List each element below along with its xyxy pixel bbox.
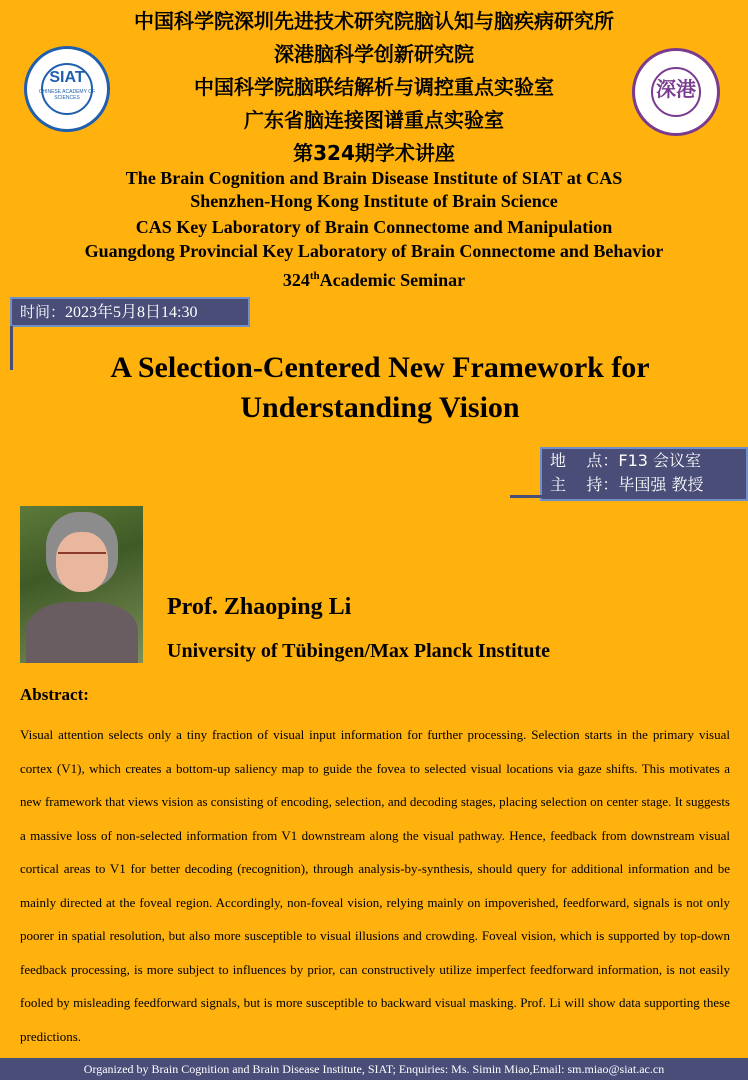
- seminar-number-en: 324thAcademic Seminar: [282, 270, 466, 290]
- siat-logo-text: SIAT: [49, 69, 85, 86]
- host-row: [550, 473, 746, 497]
- en-title-line-3: CAS Key Laboratory of Brain Connectome and Manipulation: [135, 217, 613, 237]
- en-title-line-2: Shenzhen-Hong Kong Institute of Brain Science: [190, 191, 558, 211]
- talk-title-line-1: A Selection-Centered New Framework for: [110, 351, 650, 384]
- seminar-number-cn: 第324期学术讲座: [293, 141, 455, 165]
- talk-title: [0, 348, 748, 428]
- time-value: 2023年5月8日14:30: [65, 304, 198, 321]
- venue-box: [540, 447, 748, 501]
- venue-value: F13 会议室: [618, 451, 702, 470]
- venue-row: [550, 449, 746, 473]
- cn-title-line-1: 中国科学院深圳先进技术研究院脑认知与脑疾病研究所: [134, 9, 614, 33]
- abstract-text: Visual attention selects only a tiny fraction of visual input information for further processing. Selection starts in the primary visual cortex (V1), which creates a bottom-up saliency map to guide the fovea to selected visual locations via gaze shifts. This motivates a new framework that views vision as consisting of encoding, selection, and decoding stages, placing selection on center stage. It suggests a massive loss of non-selected information from V1 downstream along the visual pathway. Hence, feedback from downstream visual cortical areas to V1 for better decoding (recognition), through analysis-by-synthesis, should query for additional information and be mainly directed at the foveal region. Accordingly, non-foveal vision, relying mainly on impoverished, feedforward, signals is not only poorer in spatial resolution, but also more susceptible to visual illusions and crowding. Foveal vision, which is supported by top-down feedback processing, is more subject to influences by prior, can constructively utilize imperfect feedforward information, is not easily fooled by misleading feedforward signals, but is more susceptible to backward visual masking. Prof. Li will show data supporting these predictions.: [20, 727, 730, 1044]
- time-label: 时间：: [20, 303, 66, 321]
- en-title-line-1: The Brain Cognition and Brain Disease Institute of SIAT at CAS: [125, 168, 623, 188]
- brain-institute-logo-glyph: 深港: [656, 77, 696, 101]
- cn-title-line-4: 广东省脑连接图谱重点实验室: [244, 108, 504, 132]
- footer-organizer: Organized by Brain Cognition and Brain Disease Institute, SIAT; Enquiries: Ms. Simin Miao,Email: sm.miao@siat.ac.cn: [0, 1058, 748, 1080]
- speaker-name: Prof. Zhaoping Li: [167, 594, 352, 620]
- time-box: [10, 297, 250, 327]
- cn-title-line-2: 深港脑科学创新研究院: [274, 42, 474, 66]
- cn-title-line-3: 中国科学院脑联结解析与调控重点实验室: [194, 75, 554, 99]
- talk-title-line-2: Understanding Vision: [240, 391, 520, 424]
- en-title-line-4: Guangdong Provincial Key Laboratory of Brain Connectome and Behavior: [84, 241, 664, 261]
- venue-box-bracket: [510, 495, 542, 498]
- speaker-affiliation: University of Tübingen/Max Planck Institute: [167, 640, 550, 662]
- host-label: 主 持：: [550, 475, 619, 494]
- speaker-photo: [20, 506, 143, 663]
- host-value: 毕国强 教授: [618, 475, 704, 494]
- abstract-heading: Abstract:: [20, 685, 89, 704]
- siat-logo-subtext: CHINESE ACADEMY OF SCIENCES: [38, 89, 96, 101]
- venue-label: 地 点：: [550, 451, 619, 470]
